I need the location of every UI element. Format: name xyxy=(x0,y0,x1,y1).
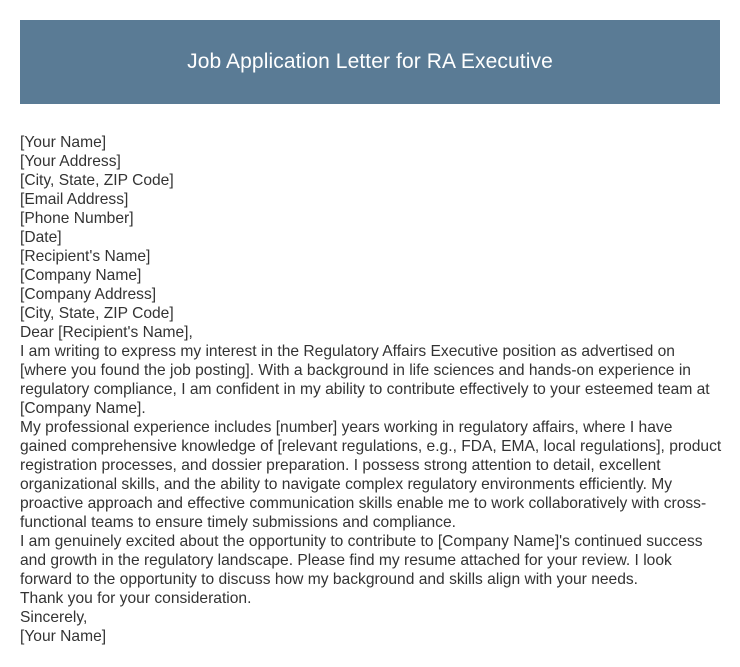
salutation: Dear [Recipient's Name], xyxy=(20,324,193,341)
paragraph-intro: I am writing to express my interest in the Regulatory Affairs Executive position as advertised on [where you found the job posting]. With a background in life sciences and hands-on experience in regulatory compliance, I am confident in my ability to contribute effectively to your esteemed team at [Company Name]. xyxy=(20,343,710,417)
paragraph-closing: I am genuinely excited about the opportunity to contribute to [Company Name]'s continued success and growth in the regulatory landscape. Please find my resume attached for your review. I look forward to the opportunity to discuss how my background and skills align with your needs. xyxy=(20,533,703,588)
sender-address: [Your Address] xyxy=(20,153,121,170)
letter-title-banner xyxy=(20,20,720,104)
company-city-state-zip: [City, State, ZIP Code] xyxy=(20,305,174,322)
sender-name: [Your Name] xyxy=(20,134,107,151)
letter-body xyxy=(20,133,722,646)
company-name: [Company Name] xyxy=(20,267,142,284)
letter-date: [Date] xyxy=(20,229,62,246)
sender-city-state-zip: [City, State, ZIP Code] xyxy=(20,172,174,189)
paragraph-experience: My professional experience includes [number] years working in regulatory affairs, where I have gained comprehensive knowledge of [relevant regulations, e.g., FDA, EMA, local regulations], product registration processes, and dossier preparation. I possess strong attention to detail, excellent organizational skills, and the ability to navigate complex regulatory environments efficiently. My proactive approach and effective communication skills enable me to work collaboratively with cross-functional teams to ensure timely submissions and compliance. xyxy=(20,419,722,531)
company-address: [Company Address] xyxy=(20,286,157,303)
sender-phone: [Phone Number] xyxy=(20,210,134,227)
sender-email: [Email Address] xyxy=(20,191,129,208)
recipient-name: [Recipient's Name] xyxy=(20,248,151,265)
closing: Sincerely, xyxy=(20,609,88,626)
page-title: Job Application Letter for RA Executive xyxy=(187,50,553,73)
thanks-line: Thank you for your consideration. xyxy=(20,590,252,607)
signature: [Your Name] xyxy=(20,628,107,645)
